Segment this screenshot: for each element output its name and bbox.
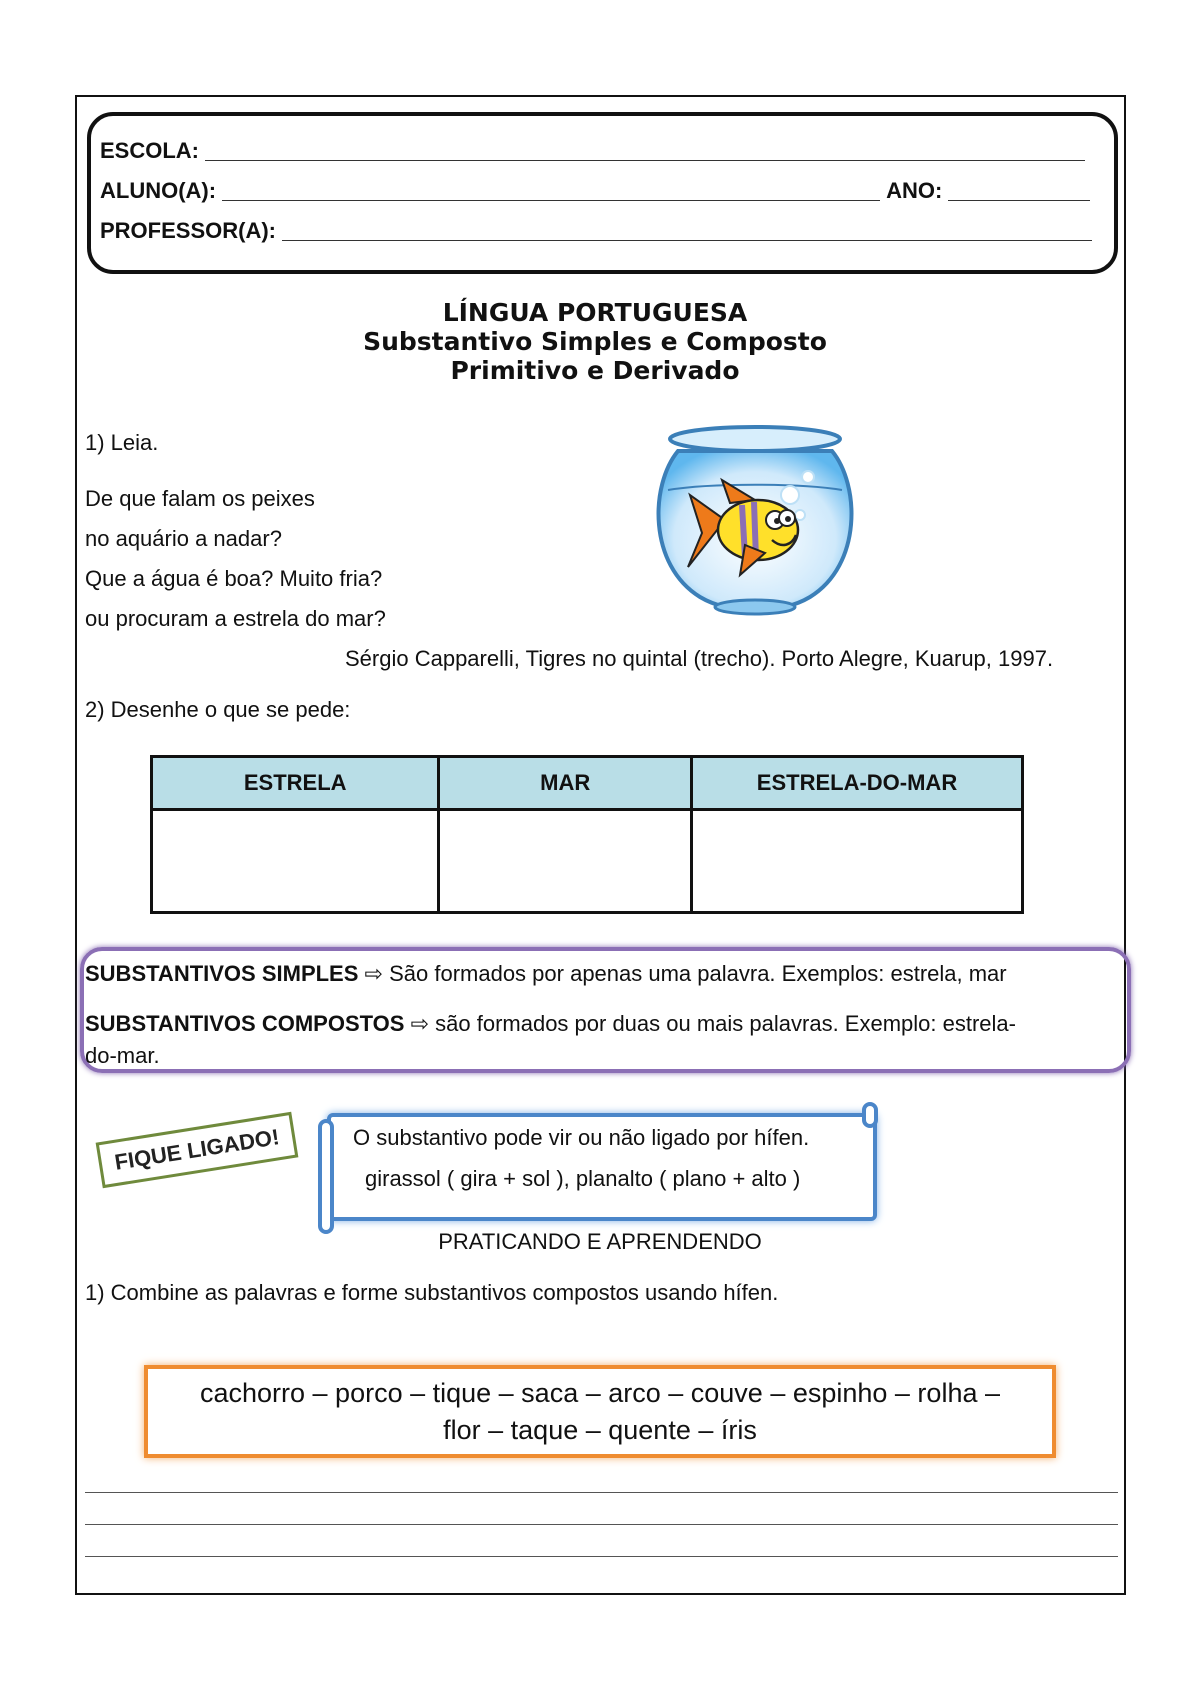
fishbowl-illustration <box>650 425 860 620</box>
title-line2: Substantivo Simples e Composto <box>363 327 827 356</box>
aluno-row <box>100 178 1090 204</box>
compostos-term: SUBSTANTIVOS COMPOSTOS <box>85 1011 405 1036</box>
draw-cell-estrela[interactable] <box>152 810 439 913</box>
answer-line[interactable] <box>85 1524 1118 1525</box>
arrow-icon: ⇨ <box>364 961 383 986</box>
definition-simples <box>85 961 1007 987</box>
ano-label: ANO: <box>886 178 943 203</box>
col-header-estrela: ESTRELA <box>152 757 439 810</box>
q1-label: 1) Leia. <box>85 430 159 455</box>
scroll-curl-right <box>862 1102 878 1128</box>
definition-compostos <box>85 1011 1016 1037</box>
answer-line[interactable] <box>85 1556 1118 1557</box>
aluno-label: ALUNO(A): <box>100 178 217 203</box>
title-line1: LÍNGUA PORTUGUESA <box>442 298 748 327</box>
poem-source: Sérgio Capparelli, Tigres no quintal (trecho). Porto Alegre, Kuarup, 1997. <box>345 646 1054 671</box>
poem-line: Que a água é boa? Muito fria? <box>85 566 383 591</box>
escola-label: ESCOLA: <box>100 138 199 163</box>
poem-line: no aquário a nadar? <box>85 526 282 551</box>
word-bank-box <box>144 1365 1056 1458</box>
fique-ligado-badge: FIQUE LIGADO! <box>96 1112 299 1188</box>
simples-term: SUBSTANTIVOS SIMPLES <box>85 961 359 986</box>
arrow-icon: ⇨ <box>410 1011 430 1036</box>
q2-label: 2) Desenhe o que se pede: <box>85 697 351 722</box>
tip-line2: girassol ( gira + sol ), planalto ( plano + alto ) <box>365 1166 801 1191</box>
compostos-continuation: do-mar. <box>85 1043 160 1068</box>
scroll-curl-left <box>318 1119 334 1234</box>
answer-line[interactable] <box>85 1492 1118 1493</box>
compostos-text: são formados por duas ou mais palavras. Exemplo: estrela- <box>435 1011 1016 1036</box>
simples-text: São formados por apenas uma palavra. Exemplos: estrela, mar <box>389 961 1007 986</box>
professor-label: PROFESSOR(A): <box>100 218 276 243</box>
col-header-estrela-do-mar: ESTRELA-DO-MAR <box>692 757 1023 810</box>
ano-field[interactable] <box>948 200 1090 201</box>
practice-q1-label: 1) Combine as palavras e forme substantivos compostos usando hífen. <box>85 1280 779 1305</box>
drawing-table <box>150 755 1024 914</box>
aluno-field[interactable] <box>222 200 880 201</box>
word-bank-line2: flor – taque – quente – íris <box>443 1415 757 1445</box>
word-bank-line1: cachorro – porco – tique – saca – arco – couve – espinho – rolha – <box>199 1378 1000 1408</box>
practice-heading: PRATICANDO E APRENDENDO <box>438 1229 762 1254</box>
title-line3: Primitivo e Derivado <box>450 356 740 385</box>
tip-line1: O substantivo pode vir ou não ligado por hífen. <box>353 1125 810 1150</box>
draw-cell-estrela-do-mar[interactable] <box>692 810 1023 913</box>
escola-row <box>100 138 1085 164</box>
draw-cell-mar[interactable] <box>439 810 692 913</box>
professor-field[interactable] <box>282 240 1092 241</box>
col-header-mar: MAR <box>439 757 692 810</box>
poem-line: De que falam os peixes <box>85 486 315 511</box>
poem-line: ou procuram a estrela do mar? <box>85 606 386 631</box>
escola-field[interactable] <box>205 160 1085 161</box>
professor-row <box>100 218 1092 244</box>
